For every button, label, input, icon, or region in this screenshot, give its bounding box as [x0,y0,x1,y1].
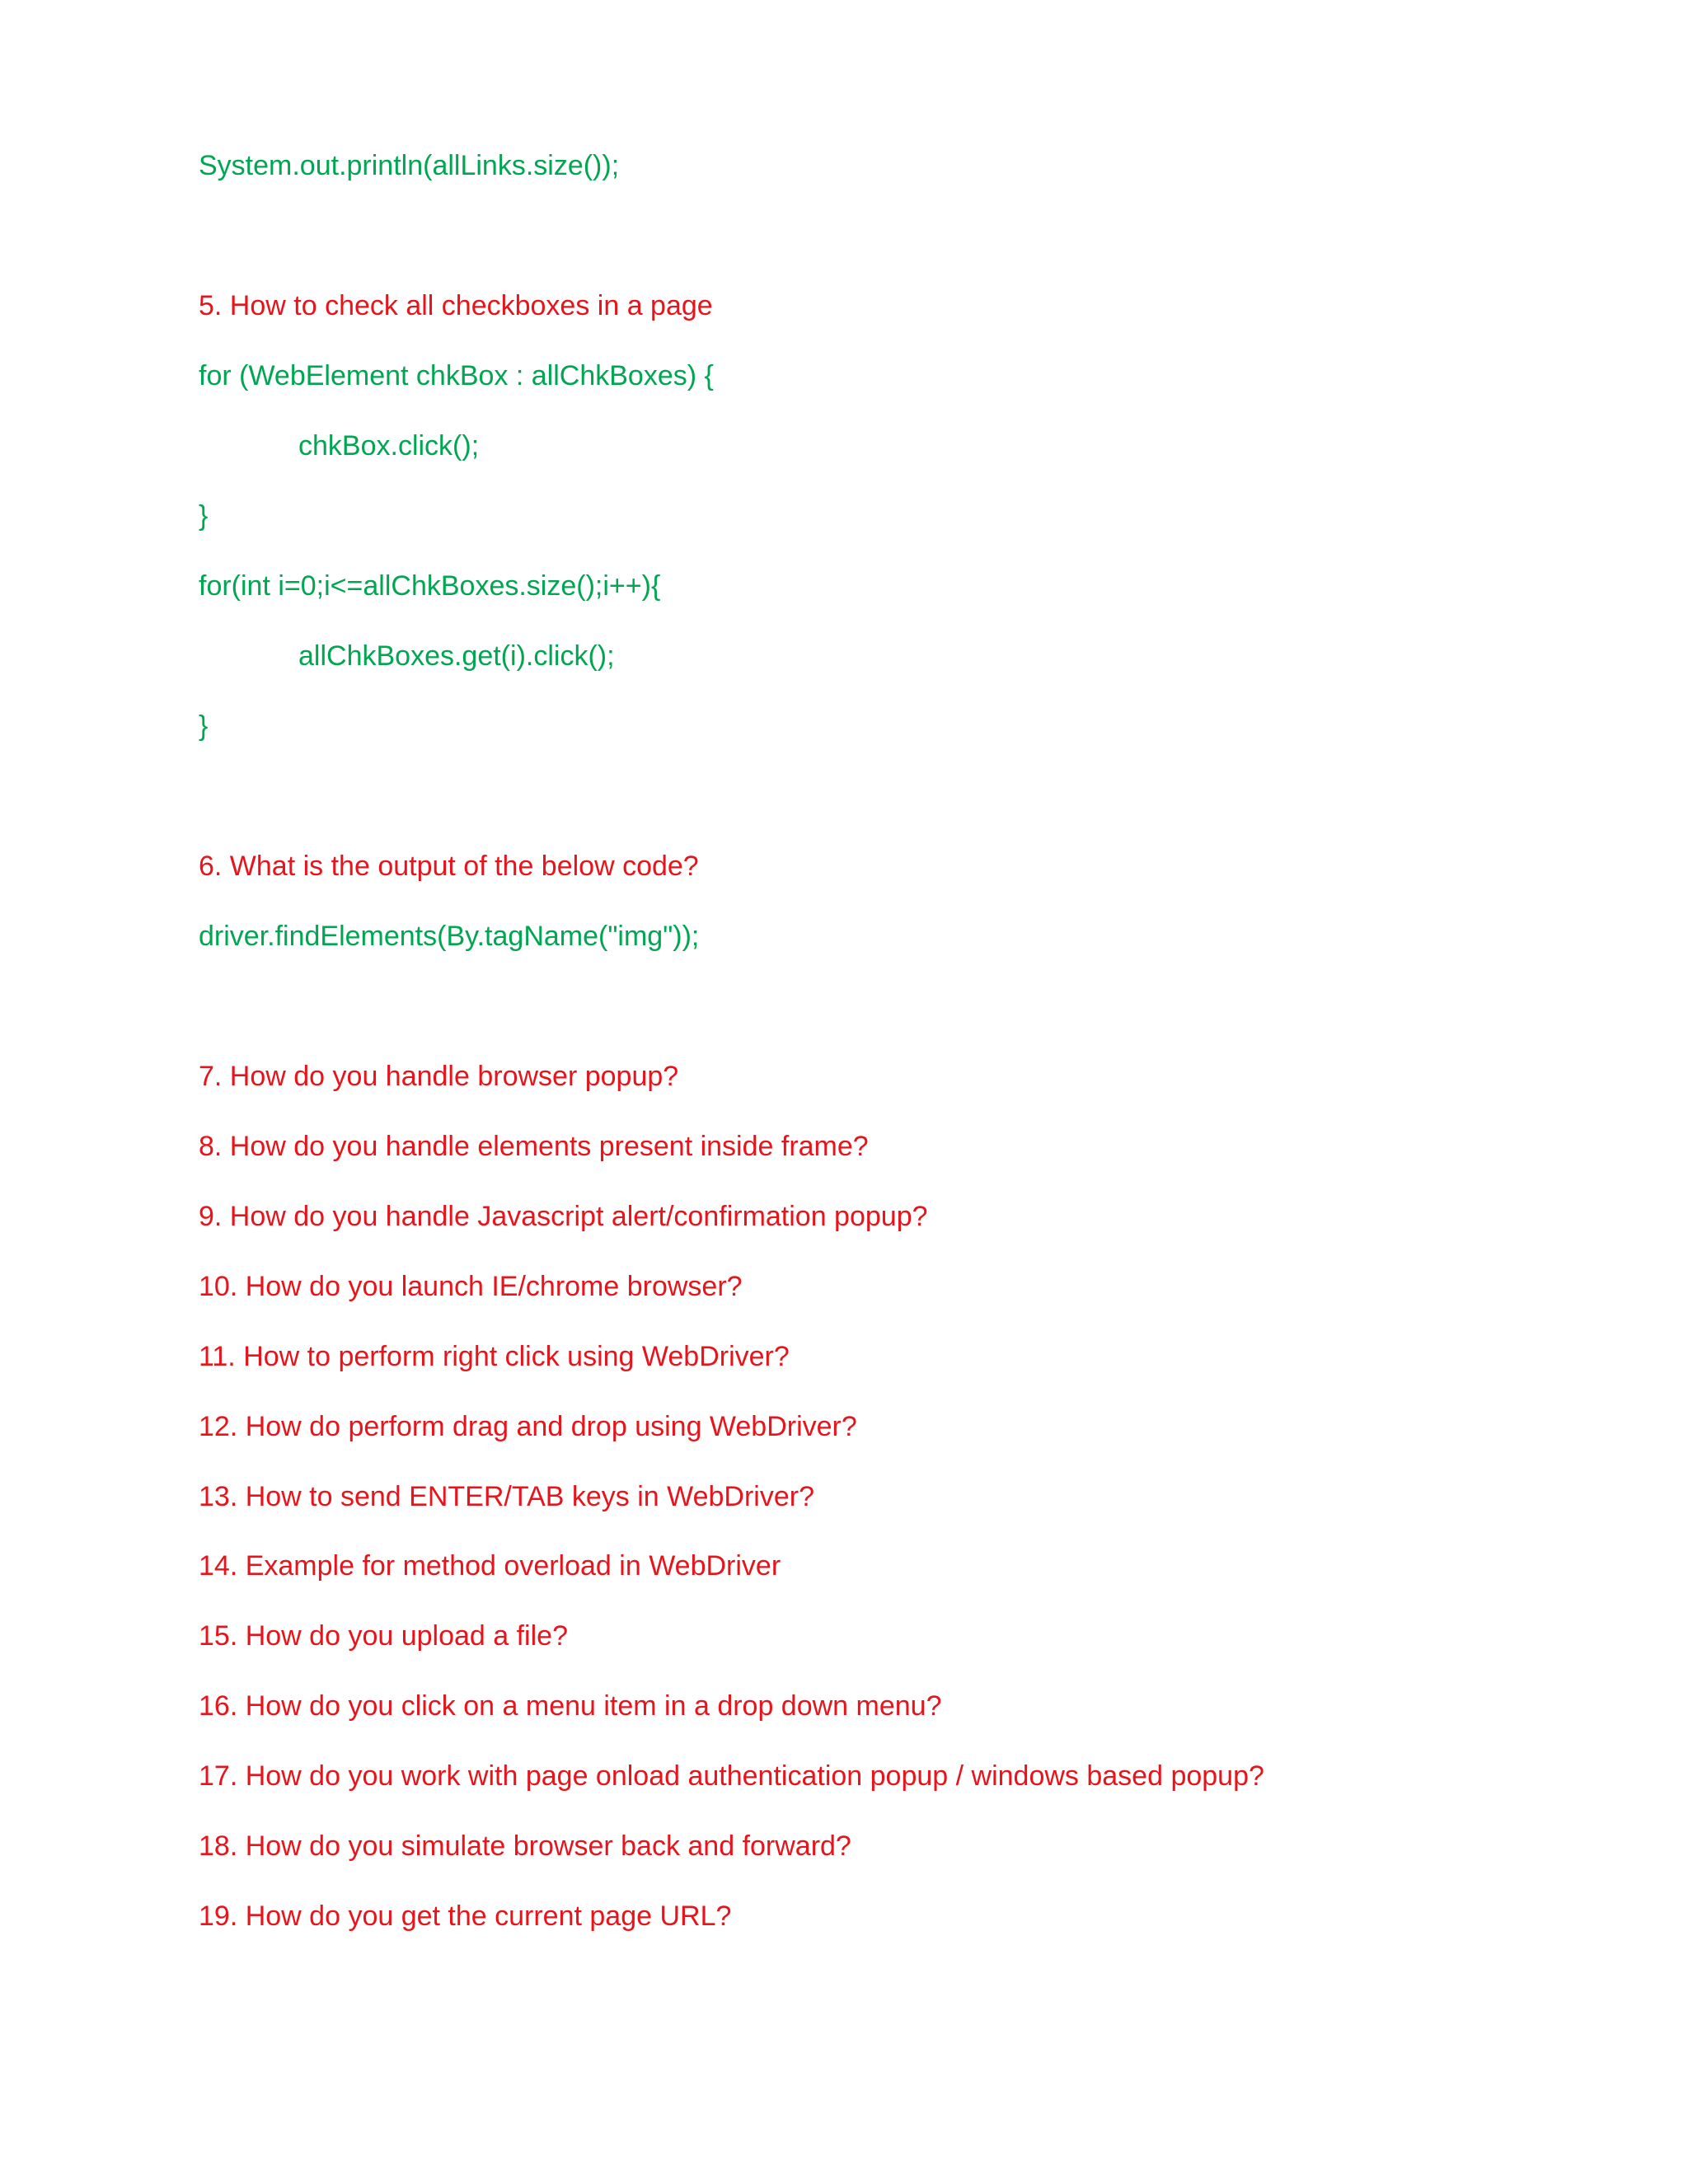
question-10: 10. How do you launch IE/chrome browser? [199,1271,743,1302]
question-16: 16. How do you click on a menu item in a drop down menu? [199,1690,942,1722]
question-14: 14. Example for method overload in WebDriver [199,1550,781,1582]
code-line-foreach: for (WebElement chkBox : allChkBoxes) { [199,360,714,391]
code-line-get-click: allChkBoxes.get(i).click(); [298,640,615,672]
question-7: 7. How do you handle browser popup? [199,1061,679,1092]
question-5: 5. How to check all checkboxes in a page [199,290,713,321]
question-15: 15. How do you upload a file? [199,1620,568,1652]
question-17: 17. How do you work with page onload authentication popup / windows based popup? [199,1760,1264,1792]
question-9: 9. How do you handle Javascript alert/confirmation popup? [199,1201,928,1232]
question-18: 18. How do you simulate browser back and forward? [199,1830,851,1862]
code-line-close-brace: } [199,500,209,532]
question-8: 8. How do you handle elements present inside frame? [199,1131,869,1162]
question-13: 13. How to send ENTER/TAB keys in WebDriver? [199,1481,815,1512]
code-line-click: chkBox.click(); [298,430,480,462]
question-12: 12. How do perform drag and drop using WebDriver? [199,1411,857,1442]
code-line-find-elements: driver.findElements(By.tagName("img")); [199,921,700,952]
question-6: 6. What is the output of the below code? [199,851,699,882]
question-19: 19. How do you get the current page URL? [199,1900,732,1932]
question-11: 11. How to perform right click using WebDriver? [199,1341,790,1372]
code-line-println: System.out.println(allLinks.size()); [199,150,620,181]
code-line-close-brace: } [199,710,209,742]
code-line-for-loop: for(int i=0;i<=allChkBoxes.size();i++){ [199,570,661,602]
